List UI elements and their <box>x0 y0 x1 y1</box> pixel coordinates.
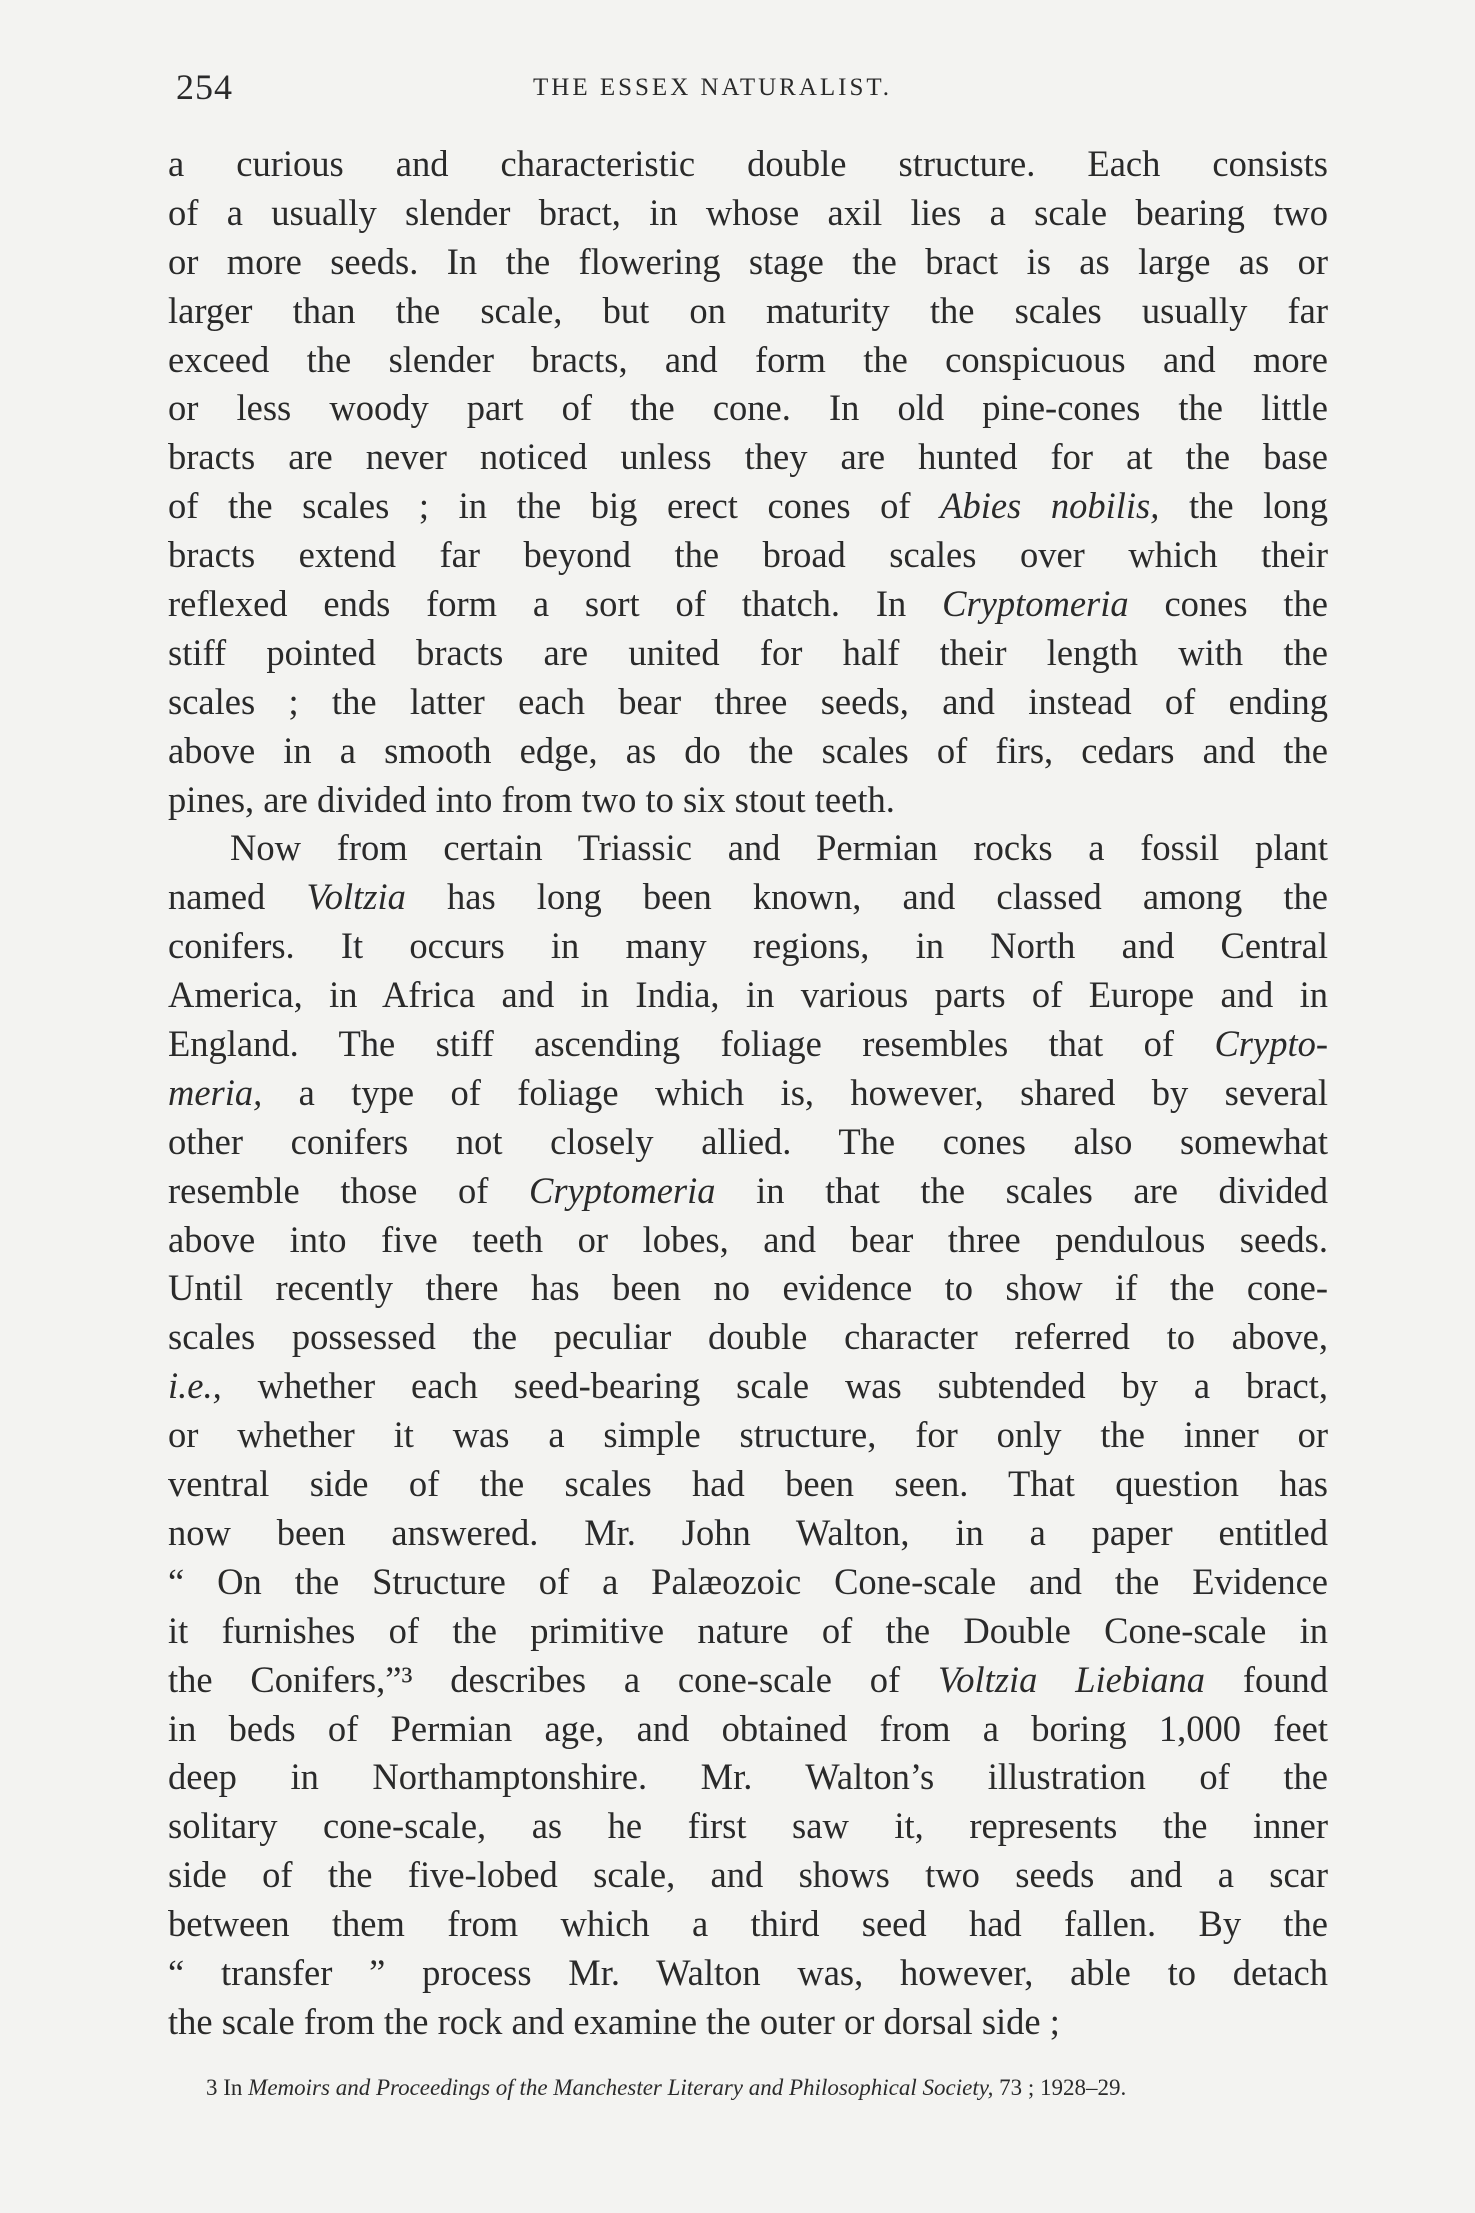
text-line: scales possessed the peculiar double character referred to above, <box>168 1316 1328 1358</box>
text-line: “ transfer ” process Mr. Walton was, however, able to detach <box>168 1951 1328 1993</box>
footnote-text-pre: In <box>217 2075 249 2100</box>
text-line: the scale from the rock and examine the outer or dorsal side ; <box>168 2000 1060 2042</box>
page-number: 254 <box>176 67 233 107</box>
text-line: or whether it was a simple structure, for only the inner or <box>168 1414 1328 1456</box>
italic-term: i.e., <box>168 1365 222 1407</box>
italic-term: Abies nobilis, <box>940 485 1160 527</box>
text-line: in beds of Permian age, and obtained from a boring 1,000 feet <box>168 1707 1328 1749</box>
text-line: Until recently there has been no evidence to show if the cone- <box>168 1267 1328 1309</box>
text-line: or more seeds. In the flowering stage the bract is as large as or <box>168 240 1328 282</box>
text-line: deep in Northamptonshire. Mr. Walton’s illustration of the <box>168 1756 1328 1798</box>
text-run: named <box>168 876 307 918</box>
text-line: it furnishes of the primitive nature of the Double Cone-scale in <box>168 1609 1328 1651</box>
text-line <box>168 1656 1328 1705</box>
text-run: of the scales ; in the big erect cones of <box>168 485 941 527</box>
text-line: solitary cone-scale, as he first saw it, represents the inner <box>168 1805 1328 1847</box>
italic-term: Voltzia Liebiana <box>938 1658 1205 1700</box>
text-line: larger than the scale, but on maturity the scales usually far <box>168 289 1328 331</box>
text-run: England. The stiff ascending foliage resembles that of <box>168 1023 1215 1065</box>
running-title: THE ESSEX NATURALIST. <box>533 74 893 101</box>
text-line <box>168 1167 1328 1216</box>
text-line: exceed the slender bracts, and form the conspicuous and more <box>168 338 1328 380</box>
text-line <box>168 873 1328 922</box>
text-run: the Conifers,”³ describes a cone-scale of <box>168 1658 938 1700</box>
text-line: or less woody part of the cone. In old pine-cones the little <box>168 387 1328 429</box>
italic-term: Cryptomeria <box>942 583 1129 625</box>
text-run: the long <box>1159 485 1328 527</box>
footnote <box>206 2075 1326 2101</box>
text-run: resemble those of <box>168 1169 529 1211</box>
text-line: a curious and characteristic double structure. Each consists <box>168 143 1328 184</box>
text-line: above in a smooth edge, as do the scales of firs, cedars and the <box>168 729 1328 771</box>
text-run: has long been known, and classed among the <box>405 876 1328 918</box>
text-line <box>168 1069 1328 1118</box>
text-line: other conifers not closely allied. The cones also somewhat <box>168 1120 1328 1162</box>
footnote-marker: 3 <box>206 2075 218 2100</box>
text-line: Now from certain Triassic and Permian rocks a fossil plant <box>230 827 1328 869</box>
text-line: above into five teeth or lobes, and bear three pendulous seeds. <box>168 1218 1328 1260</box>
text-line: ventral side of the scales had been seen. That question has <box>168 1463 1328 1505</box>
footnote-source-title: Memoirs and Proceedings of the Manchester Literary and Philosophical Society, <box>248 2075 994 2100</box>
text-line: side of the five-lobed scale, and shows two seeds and a scar <box>168 1854 1328 1896</box>
text-line: stiff pointed bracts are united for half their length with the <box>168 631 1328 673</box>
italic-term: Cryptomeria <box>528 1169 716 1211</box>
text-line: now been answered. Mr. John Walton, in a paper entitled <box>168 1511 1328 1553</box>
text-line <box>168 482 1328 531</box>
text-line <box>168 1362 1328 1411</box>
text-run: a type of foliage which is, however, shared by several <box>262 1071 1328 1113</box>
text-line: America, in Africa and in India, in various parts of Europe and in <box>168 974 1328 1016</box>
text-line <box>168 1020 1328 1069</box>
running-head <box>168 66 1328 116</box>
footnote-text-post: 73 ; 1928–29. <box>993 2075 1127 2100</box>
text-line: bracts extend far beyond the broad scales over which their <box>168 534 1328 576</box>
text-line: bracts are never noticed unless they are hunted for at the base <box>168 436 1328 478</box>
text-run: whether each seed-bearing scale was subtended by a bract, <box>221 1365 1328 1407</box>
text-line: pines, are divided into from two to six stout teeth. <box>168 778 895 820</box>
text-run: cones the <box>1128 583 1328 625</box>
text-line: conifers. It occurs in many regions, in North and Central <box>168 925 1328 967</box>
text-line <box>168 580 1328 629</box>
text-line: between them from which a third seed had fallen. By the <box>168 1903 1328 1945</box>
text-run: found <box>1205 1658 1328 1700</box>
text-run: reflexed ends form a sort of thatch. In <box>168 583 943 625</box>
text-line: “ On the Structure of a Palæozoic Cone-scale and the Evidence <box>168 1560 1328 1602</box>
italic-term: meria, <box>168 1071 263 1113</box>
italic-term: Voltzia <box>306 876 406 918</box>
text-run: in that the scales are divided <box>715 1169 1328 1211</box>
italic-term: Crypto- <box>1214 1023 1328 1065</box>
text-line: of a usually slender bract, in whose axil lies a scale bearing two <box>168 191 1328 233</box>
body-text <box>168 140 1328 2047</box>
text-line: scales ; the latter each bear three seeds, and instead of ending <box>168 680 1328 722</box>
